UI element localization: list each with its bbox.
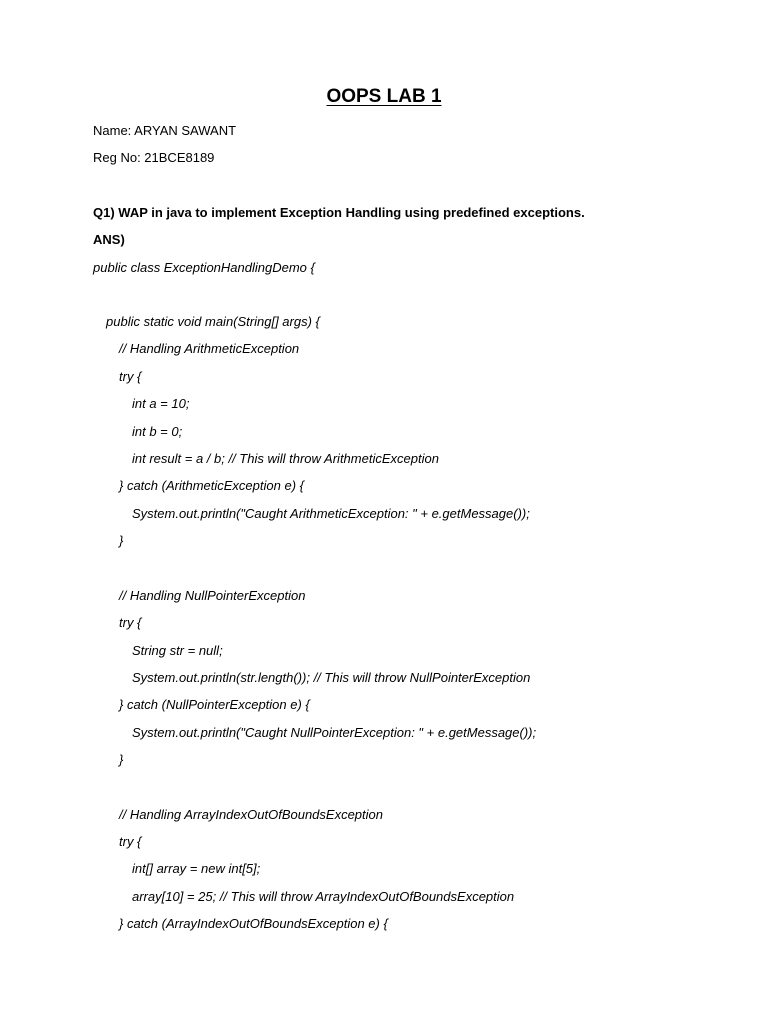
code-line: int result = a / b; // This will throw ArithmeticException (132, 451, 439, 466)
code-line: } (119, 533, 124, 548)
code-line: try { (119, 369, 142, 384)
code-line: } catch (NullPointerException e) { (119, 697, 310, 712)
code-line: } catch (ArithmeticException e) { (119, 478, 304, 493)
student-name: Name: ARYAN SAWANT (93, 123, 237, 138)
code-line: int[] array = new int[5]; (132, 861, 261, 876)
code-line: array[10] = 25; // This will throw ArrayIndexOutOfBoundsException (132, 889, 515, 904)
code-line: } (119, 752, 124, 767)
code-line: String str = null; (132, 643, 223, 658)
page-title: OOPS LAB 1 (326, 86, 442, 107)
code-line: int b = 0; (132, 424, 183, 439)
code-line: try { (119, 834, 142, 849)
answer-label: ANS) (93, 232, 125, 247)
code-comment: // Handling ArrayIndexOutOfBoundsException (119, 807, 383, 822)
code-comment: // Handling ArithmeticException (119, 341, 300, 356)
code-comment: // Handling NullPointerException (119, 588, 306, 603)
code-line: System.out.println(str.length()); // This will throw NullPointerException (132, 670, 531, 685)
code-line: System.out.println("Caught ArithmeticException: " + e.getMessage()); (132, 506, 530, 521)
code-line: int a = 10; (132, 396, 190, 411)
code-line: } catch (ArrayIndexOutOfBoundsException e) { (119, 916, 388, 931)
registration-number: Reg No: 21BCE8189 (93, 150, 215, 165)
code-line: public static void main(String[] args) { (106, 314, 320, 329)
code-line: try { (119, 615, 142, 630)
question-text: Q1) WAP in java to implement Exception Handling using predefined exceptions. (93, 205, 585, 220)
code-line: public class ExceptionHandlingDemo { (93, 260, 315, 275)
code-line: System.out.println("Caught NullPointerException: " + e.getMessage()); (132, 725, 537, 740)
